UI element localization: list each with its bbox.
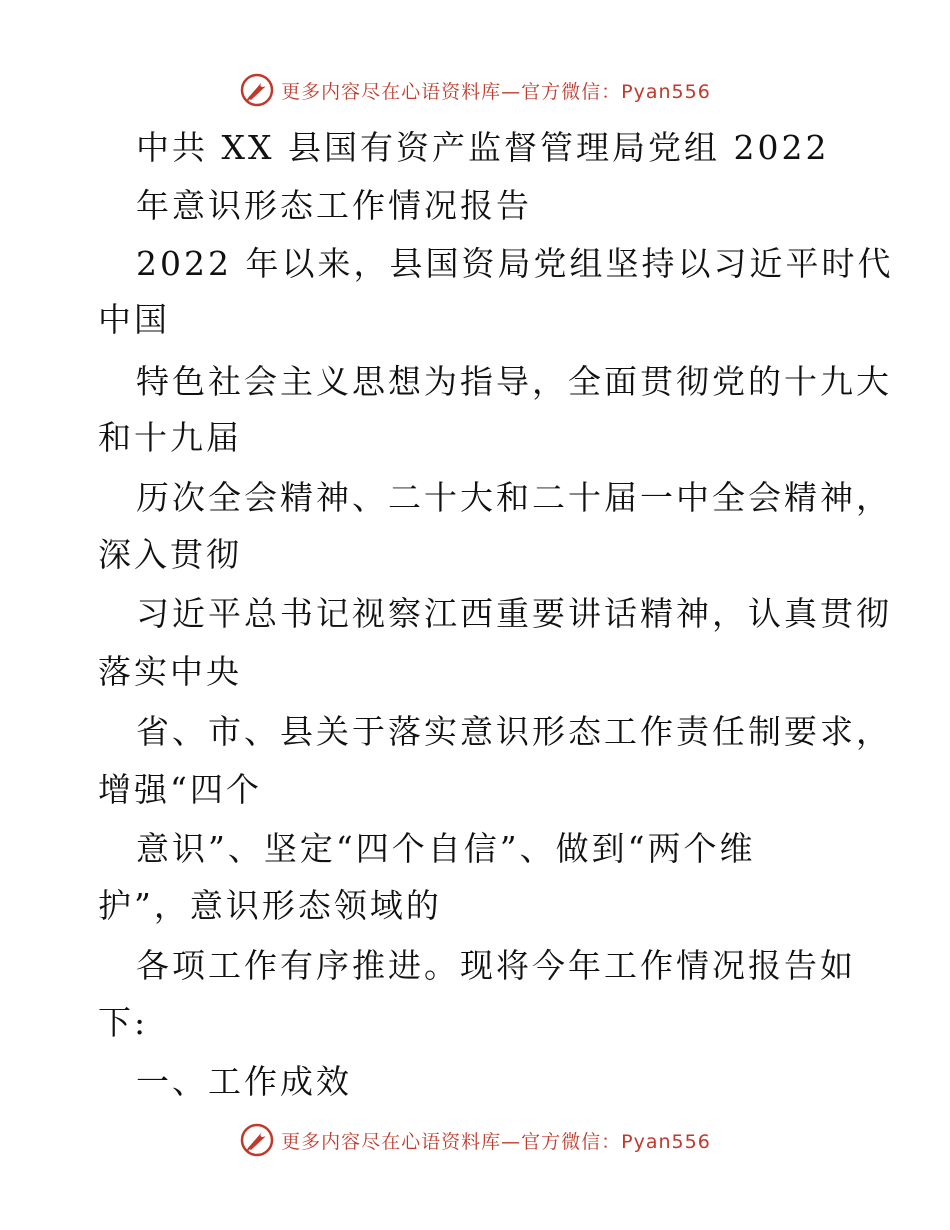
- pen-nib-logo-icon: [239, 1122, 275, 1158]
- paragraph-line: 2022 年以来，县国资局党组坚持以习近平时代: [136, 244, 894, 283]
- paragraph-line: 增强“四个: [98, 770, 262, 809]
- paragraph-line: 落实中央: [98, 652, 242, 691]
- paragraph-line: 特色社会主义思想为指导，全面贯彻党的十九大: [136, 362, 892, 401]
- watermark-text: 更多内容尽在心语资料库—官方微信：Pyan556: [281, 1130, 711, 1153]
- paragraph-line: 中国: [98, 300, 170, 339]
- paragraph-line: 省、市、县关于落实意识形态工作责任制要求，: [136, 712, 892, 751]
- paragraph-line: 习近平总书记视察江西重要讲话精神，认真贯彻: [136, 594, 892, 633]
- pen-nib-logo-icon: [239, 72, 275, 108]
- watermark-text: 更多内容尽在心语资料库—官方微信：Pyan556: [281, 80, 711, 103]
- paragraph-line: 历次全会精神、二十大和二十届一中全会精神，: [136, 478, 892, 517]
- paragraph-line: 意识”、坚定“四个自信”、做到“两个维: [136, 829, 756, 868]
- header-watermark: [0, 68, 950, 112]
- paragraph-line: 和十九届: [98, 418, 242, 457]
- paragraph-line: 护”，意识形态领域的: [98, 886, 442, 925]
- footer-watermark: [0, 1118, 950, 1162]
- paragraph-line: 深入贯彻: [98, 535, 242, 574]
- paragraph-line: 下:: [98, 1003, 149, 1042]
- title-line-2: 年意识形态工作情况报告: [136, 186, 532, 225]
- title-line-1: 中共 XX 县国有资产监督管理局党组 2022: [136, 128, 830, 167]
- section-heading: 一、工作成效: [136, 1062, 352, 1101]
- paragraph-line: 各项工作有序推进。现将今年工作情况报告如: [136, 946, 856, 985]
